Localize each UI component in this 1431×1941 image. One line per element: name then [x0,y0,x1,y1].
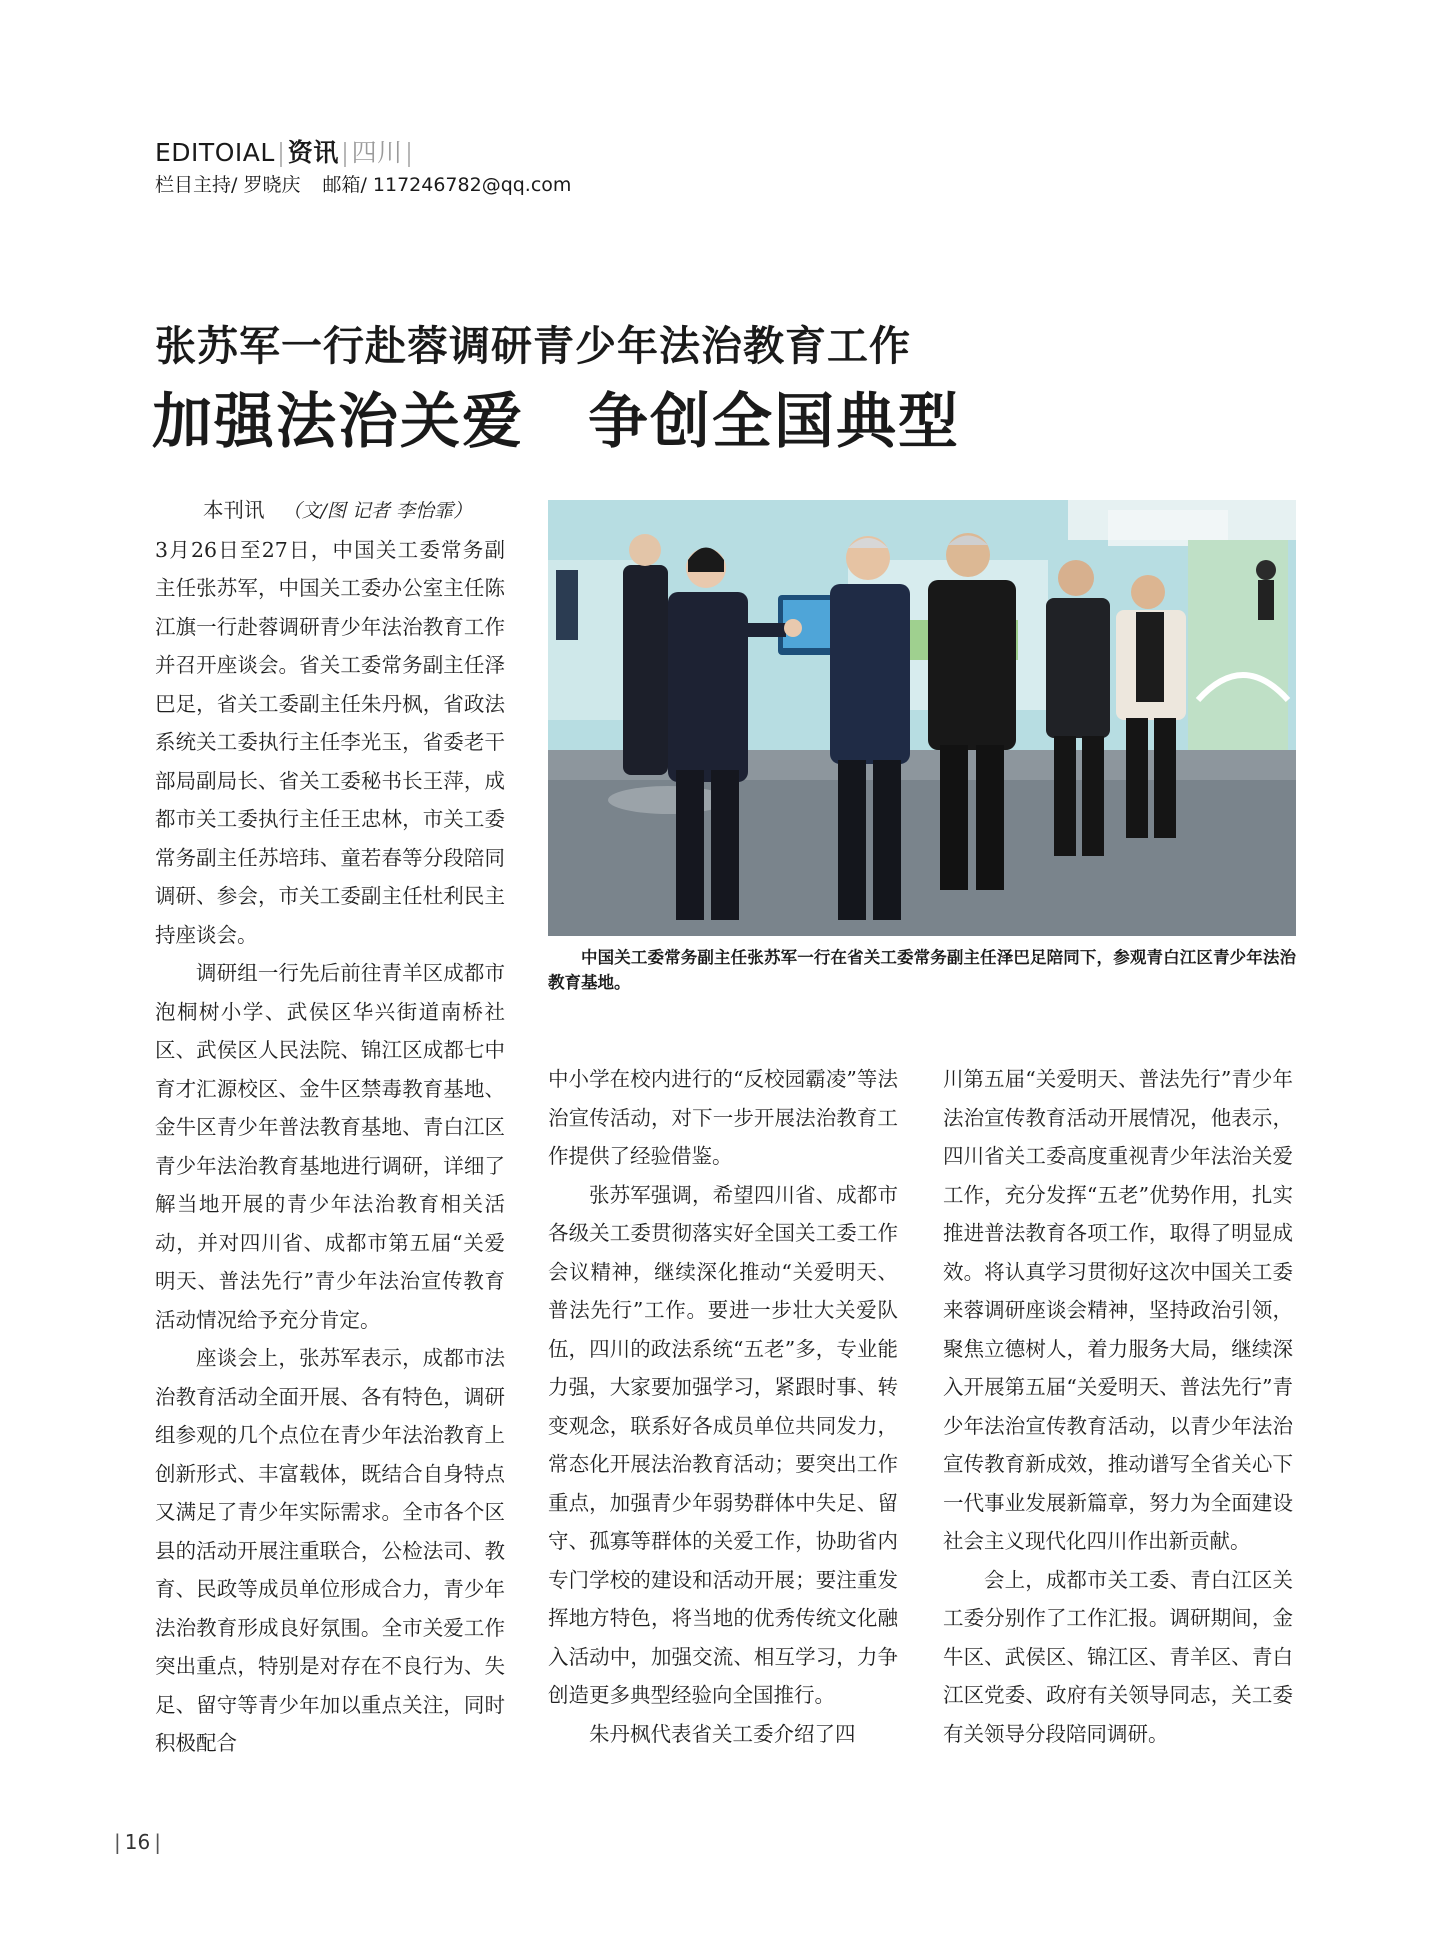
paragraph: 会上，成都市关工委、青白江区关工委分别作了工作汇报。调研期间，金牛区、武侯区、锦江区、青羊区、青白江区党委、政府有关领导同志，关工委有关领导分段陪同调研。 [943,1567,1293,1746]
byline-credit: （文/图 记者 李怡霏） [282,500,472,522]
title-part-1: 加强法治关爱 [152,387,524,457]
article-title [152,382,960,462]
divider: | [340,138,350,167]
byline-source: 本刊讯 [203,498,265,522]
divider: | [404,138,414,167]
text-column-2 [548,1060,898,1753]
title-part-2: 争创全国典型 [588,387,960,457]
paragraph: 张苏军强调，希望四川省、成都市各级关工委贯彻落实好全国关工委工作会议精神，继续深化推动“关爱明天、普法先行”工作。要进一步壮大关爱队伍，四川的政法系统“五老”多，专业能力强，大家要加强学习，紧跟时事、转变观念，联系好各成员单位共同发力，常态化开展法治教育活动；要突出工作重点，加强青少年弱势群体中失足、留守、孤寡等群体的关爱工作，协助省内专门学校的建设和活动开展；要注重发挥地方特色，将当地的优秀传统文化融入活动中，加强交流、相互学习，力争创造更多典型经验向全国推行。 [548,1182,898,1707]
text-column-1 [155,491,505,1763]
paragraph: 3月26日至27日，中国关工委常务副主任张苏军，中国关工委办公室主任陈江旗一行赴蓉调研青少年法治教育工作并召开座谈会。省关工委常务副主任泽巴足，省关工委副主任朱丹枫，省政法系统关工委执行主任李光玉，省委老干部局副局长、省关工委秘书长王萍，成都市关工委执行主任王忠林，市关工委常务副主任苏培玮、童若春等分段陪同调研、参会，市关工委副主任杜利民主持座谈会。 [155,537,505,947]
divider: | [276,138,286,167]
column-header [155,136,571,198]
column-host-line [155,172,571,198]
section-region: 四川 [351,138,403,167]
text-column-3 [943,1060,1293,1753]
article-subtitle: 张苏军一行赴蓉调研青少年法治教育工作 [155,322,911,370]
section-category: 资讯 [287,138,339,167]
photo-illustration [548,500,1296,936]
paragraph: 调研组一行先后前往青羊区成都市泡桐树小学、武侯区华兴街道南桥社区、武侯区人民法院、锦江区成都七中育才汇源校区、金牛区禁毒教育基地、金牛区青少年普法教育基地、青白江区青少年法治教育基地进行调研，详细了解当地开展的青少年法治教育相关活动，并对四川省、成都市第五届“关爱明天、普法先行”青少年法治宣传教育活动情况给予充分肯定。 [155,961,505,1332]
page-number: | 16 | [114,1830,161,1854]
section-label [155,136,571,170]
paragraph: 川第五届“关爱明天、普法先行”青少年法治宣传教育活动开展情况，他表示，四川省关工委高度重视青少年法治关爱工作，充分发挥“五老”优势作用，扎实推进普法教育各项工作，取得了明显成效。将认真学习贯彻好这次中国关工委来蓉调研座谈会精神，坚持政治引领，聚焦立德树人，着力服务大局，继续深入开展第五届“关爱明天、普法先行”青少年法治宣传教育活动，以青少年法治宣传教育新成效，推动谱写全省关心下一代事业发展新篇章，努力为全面建设社会主义现代化四川作出新贡献。 [943,1067,1293,1553]
column-editor: 栏目主持/ 罗晓庆 [155,174,301,196]
photo-caption: 中国关工委常务副主任张苏军一行在省关工委常务副主任泽巴足陪同下，参观青白江区青少年法治教育基地。 [548,948,1296,992]
article-photo [548,500,1296,936]
paragraph: 朱丹枫代表省关工委介绍了四 [589,1721,856,1746]
column-email: 邮箱/ 117246782@qq.com [322,174,572,196]
page-number-value: 16 [124,1830,151,1854]
section-en: EDITOIAL [155,138,275,167]
paragraph: 中小学在校内进行的“反校园霸凌”等法治宣传活动，对下一步开展法治教育工作提供了经验借鉴。 [548,1067,898,1168]
paragraph: 座谈会上，张苏军表示，成都市法治教育活动全面开展、各有特色，调研组参观的几个点位在青少年法治教育上创新形式、丰富载体，既结合自身特点又满足了青少年实际需求。全市各个区县的活动开展注重联合，公检法司、教育、民政等成员单位形成合力，青少年法治教育形成良好氛围。全市关爱工作突出重点，特别是对存在不良行为、失足、留守等青少年加以重点关注，同时积极配合 [155,1346,505,1755]
byline [155,491,505,531]
